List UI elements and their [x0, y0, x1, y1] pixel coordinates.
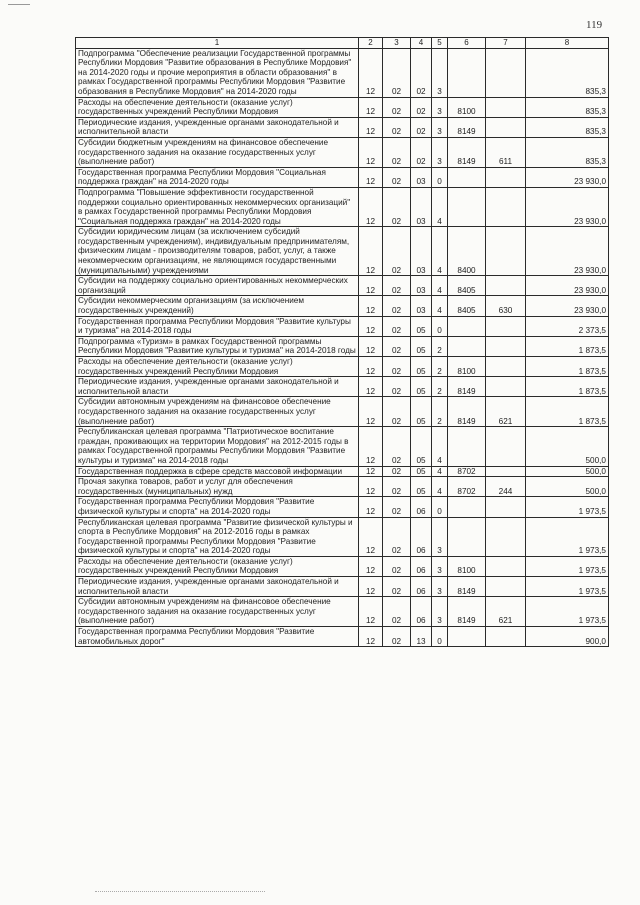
row-sum-cell: 1 973,5	[526, 517, 609, 556]
row-sum-cell: 1 973,5	[526, 556, 609, 576]
row-code-cell: 12	[359, 597, 383, 627]
scan-corner-mark	[8, 4, 30, 5]
row-name-cell: Субсидии автономным учреждениям на финансовое обеспечение государственного задания на оказание государственных услуг (выполнение работ)	[76, 397, 359, 427]
row-code-cell	[486, 48, 526, 97]
row-code-cell: 02	[411, 97, 432, 117]
row-code-cell: 611	[486, 137, 526, 167]
row-code-cell: 03	[411, 276, 432, 296]
row-code-cell: 12	[359, 167, 383, 187]
row-code-cell: 0	[432, 497, 448, 517]
row-code-cell	[486, 357, 526, 377]
row-code-cell: 02	[411, 48, 432, 97]
row-code-cell: 05	[411, 466, 432, 477]
row-code-cell: 0	[432, 167, 448, 187]
budget-table	[75, 37, 609, 647]
row-code-cell: 02	[383, 336, 411, 356]
row-code-cell	[448, 167, 486, 187]
row-code-cell	[486, 427, 526, 466]
row-code-cell: 4	[432, 466, 448, 477]
row-sum-cell: 1 873,5	[526, 377, 609, 397]
row-code-cell: 03	[411, 227, 432, 276]
table-row	[76, 336, 609, 356]
row-code-cell: 02	[383, 316, 411, 336]
row-name-cell: Расходы на обеспечение деятельности (оказание услуг) государственных учреждений Республики Мордовия	[76, 97, 359, 117]
row-sum-cell: 835,3	[526, 137, 609, 167]
row-code-cell: 12	[359, 48, 383, 97]
row-code-cell: 06	[411, 497, 432, 517]
row-code-cell: 02	[383, 627, 411, 647]
row-code-cell: 12	[359, 357, 383, 377]
row-code-cell: 0	[432, 627, 448, 647]
row-code-cell: 02	[383, 466, 411, 477]
row-code-cell: 0	[432, 316, 448, 336]
row-sum-cell: 1 973,5	[526, 497, 609, 517]
row-code-cell	[448, 627, 486, 647]
row-code-cell: 8405	[448, 276, 486, 296]
row-code-cell: 3	[432, 117, 448, 137]
row-name-cell: Прочая закупка товаров, работ и услуг для обеспечения государственных (муниципальных) нужд	[76, 477, 359, 497]
row-code-cell	[486, 627, 526, 647]
row-code-cell: 8149	[448, 597, 486, 627]
header-cell: 4	[411, 38, 432, 49]
row-code-cell: 244	[486, 477, 526, 497]
row-code-cell: 12	[359, 137, 383, 167]
row-code-cell: 4	[432, 477, 448, 497]
row-code-cell: 8149	[448, 137, 486, 167]
row-code-cell: 05	[411, 397, 432, 427]
row-sum-cell: 835,3	[526, 97, 609, 117]
row-code-cell: 12	[359, 427, 383, 466]
row-code-cell: 02	[383, 397, 411, 427]
row-code-cell: 2	[432, 377, 448, 397]
row-sum-cell: 500,0	[526, 477, 609, 497]
row-name-cell: Субсидии бюджетным учреждениям на финансовое обеспечение государственного задания на оказание государственных услуг (выполнение работ)	[76, 137, 359, 167]
row-code-cell	[486, 316, 526, 336]
row-code-cell: 12	[359, 296, 383, 316]
row-code-cell: 02	[383, 427, 411, 466]
table-row	[76, 397, 609, 427]
row-code-cell: 02	[383, 97, 411, 117]
row-sum-cell: 500,0	[526, 427, 609, 466]
row-code-cell: 06	[411, 597, 432, 627]
row-code-cell: 02	[383, 296, 411, 316]
row-code-cell: 02	[383, 48, 411, 97]
row-code-cell	[486, 187, 526, 226]
row-code-cell: 4	[432, 276, 448, 296]
table-row	[76, 556, 609, 576]
row-code-cell: 03	[411, 167, 432, 187]
row-code-cell	[486, 517, 526, 556]
row-code-cell: 05	[411, 357, 432, 377]
row-code-cell: 8405	[448, 296, 486, 316]
row-code-cell: 05	[411, 427, 432, 466]
row-code-cell: 621	[486, 397, 526, 427]
row-code-cell: 12	[359, 336, 383, 356]
table-row	[76, 296, 609, 316]
row-sum-cell: 1 873,5	[526, 357, 609, 377]
row-code-cell: 8149	[448, 577, 486, 597]
row-code-cell: 12	[359, 227, 383, 276]
row-name-cell: Государственная программа Республики Мордовия "Развитие автомобильных дорог"	[76, 627, 359, 647]
row-name-cell: Государственная программа Республики Мордовия "Социальная поддержка граждан" на 2014-2020 годы	[76, 167, 359, 187]
table-row	[76, 597, 609, 627]
row-code-cell: 630	[486, 296, 526, 316]
row-code-cell	[448, 187, 486, 226]
row-code-cell	[486, 556, 526, 576]
row-name-cell: Расходы на обеспечение деятельности (оказание услуг) государственных учреждений Республики Мордовия	[76, 556, 359, 576]
row-code-cell	[486, 227, 526, 276]
header-row	[76, 38, 609, 49]
row-code-cell: 8100	[448, 97, 486, 117]
row-code-cell: 02	[383, 477, 411, 497]
row-name-cell: Периодические издания, учрежденные органами законодательной и исполнительной власти	[76, 117, 359, 137]
row-name-cell: Республиканская целевая программа "Патриотическое воспитание граждан, проживающих на территории Мордовия" на 2012-2015 годы в рамках Государственной программы Республики Мордовия "Развитие культуры и туризма" на 2014-2018 годы	[76, 427, 359, 466]
row-code-cell	[486, 276, 526, 296]
row-code-cell: 02	[383, 497, 411, 517]
row-code-cell: 2	[432, 336, 448, 356]
row-sum-cell: 23 930,0	[526, 167, 609, 187]
row-code-cell: 02	[383, 377, 411, 397]
row-code-cell: 12	[359, 556, 383, 576]
row-name-cell: Государственная программа Республики Мордовия "Развитие культуры и туризма" на 2014-2018 годы	[76, 316, 359, 336]
table-row	[76, 377, 609, 397]
row-code-cell: 2	[432, 397, 448, 427]
row-code-cell: 12	[359, 517, 383, 556]
row-code-cell	[486, 97, 526, 117]
row-code-cell: 621	[486, 597, 526, 627]
row-code-cell: 05	[411, 336, 432, 356]
row-code-cell: 8400	[448, 227, 486, 276]
header-cell: 8	[526, 38, 609, 49]
row-code-cell: 8149	[448, 397, 486, 427]
table-row	[76, 316, 609, 336]
row-code-cell: 8100	[448, 556, 486, 576]
row-code-cell: 02	[383, 137, 411, 167]
row-sum-cell: 23 930,0	[526, 276, 609, 296]
table-row	[76, 137, 609, 167]
row-sum-cell: 1 873,5	[526, 336, 609, 356]
row-sum-cell: 1 973,5	[526, 597, 609, 627]
row-code-cell: 12	[359, 316, 383, 336]
row-name-cell: Расходы на обеспечение деятельности (оказание услуг) государственных учреждений Республики Мордовия	[76, 357, 359, 377]
row-code-cell: 3	[432, 517, 448, 556]
row-code-cell	[448, 316, 486, 336]
header-cell: 3	[383, 38, 411, 49]
row-code-cell: 3	[432, 48, 448, 97]
row-code-cell	[486, 577, 526, 597]
row-code-cell: 2	[432, 357, 448, 377]
scan-bottom-marks	[95, 891, 265, 892]
row-sum-cell: 2 373,5	[526, 316, 609, 336]
row-code-cell: 8149	[448, 377, 486, 397]
row-code-cell: 12	[359, 466, 383, 477]
row-code-cell: 12	[359, 397, 383, 427]
row-sum-cell: 1 973,5	[526, 577, 609, 597]
row-code-cell: 13	[411, 627, 432, 647]
row-code-cell: 05	[411, 477, 432, 497]
row-code-cell: 4	[432, 187, 448, 226]
header-cell: 7	[486, 38, 526, 49]
row-code-cell: 02	[383, 577, 411, 597]
table-row	[76, 427, 609, 466]
table-row	[76, 627, 609, 647]
row-code-cell: 3	[432, 577, 448, 597]
row-code-cell: 8149	[448, 117, 486, 137]
row-code-cell: 4	[432, 296, 448, 316]
table-body	[76, 48, 609, 647]
row-code-cell: 02	[383, 227, 411, 276]
row-code-cell	[486, 377, 526, 397]
row-code-cell: 06	[411, 517, 432, 556]
row-sum-cell: 23 930,0	[526, 187, 609, 226]
row-code-cell: 8702	[448, 477, 486, 497]
table-row	[76, 517, 609, 556]
table-row	[76, 48, 609, 97]
row-code-cell: 12	[359, 627, 383, 647]
row-code-cell: 02	[383, 357, 411, 377]
table-row	[76, 227, 609, 276]
row-name-cell: Подпрограмма "Повышение эффективности государственной поддержки социально ориентированных некоммерческих организаций" в рамках Государственной программы Республики Мордовия "Социальная поддержка граждан" на 2014-2020 годы	[76, 187, 359, 226]
row-code-cell: 3	[432, 556, 448, 576]
table-row	[76, 187, 609, 226]
row-code-cell: 03	[411, 296, 432, 316]
row-code-cell	[486, 117, 526, 137]
header-cell: 1	[76, 38, 359, 49]
row-code-cell: 06	[411, 556, 432, 576]
row-code-cell	[448, 336, 486, 356]
row-name-cell: Республиканская целевая программа "Развитие физической культуры и спорта в Республике Мордовия" на 2012-2016 годы в рамках Государственной программы Республики Мордовия "Развитие физической культуры и спорта" на 2014-2020 годы	[76, 517, 359, 556]
table-row	[76, 497, 609, 517]
table-row	[76, 117, 609, 137]
row-code-cell: 05	[411, 316, 432, 336]
row-code-cell: 02	[383, 187, 411, 226]
row-name-cell: Субсидии на поддержку социально ориентированных некоммерческих организаций	[76, 276, 359, 296]
row-sum-cell: 23 930,0	[526, 296, 609, 316]
row-name-cell: Подпрограмма "Обеспечение реализации Государственной программы Республики Мордовия "Развитие образования в Республике Мордовия" на 2014-2020 годы и прочие мероприятия в области образования" в рамках Государственной программы Республики Мордовия "Развитие образования в Республике Мордовия" на 2014-2020 годы	[76, 48, 359, 97]
row-code-cell: 12	[359, 577, 383, 597]
table-row	[76, 276, 609, 296]
row-code-cell: 02	[383, 167, 411, 187]
table-row	[76, 477, 609, 497]
row-code-cell: 02	[383, 117, 411, 137]
table-row	[76, 577, 609, 597]
row-code-cell: 03	[411, 187, 432, 226]
row-name-cell: Периодические издания, учрежденные органами законодательной и исполнительной власти	[76, 577, 359, 597]
row-code-cell	[486, 336, 526, 356]
table-row	[76, 357, 609, 377]
row-code-cell: 12	[359, 117, 383, 137]
table-row	[76, 167, 609, 187]
row-code-cell: 3	[432, 137, 448, 167]
table-row	[76, 466, 609, 477]
row-code-cell: 8100	[448, 357, 486, 377]
row-code-cell	[448, 517, 486, 556]
row-code-cell: 12	[359, 477, 383, 497]
row-code-cell	[486, 497, 526, 517]
row-sum-cell: 1 873,5	[526, 397, 609, 427]
row-code-cell: 4	[432, 427, 448, 466]
row-code-cell: 06	[411, 577, 432, 597]
row-code-cell	[448, 497, 486, 517]
row-code-cell: 02	[411, 117, 432, 137]
table-row	[76, 97, 609, 117]
row-code-cell: 05	[411, 377, 432, 397]
row-sum-cell: 835,3	[526, 117, 609, 137]
row-code-cell: 12	[359, 187, 383, 226]
row-sum-cell: 500,0	[526, 466, 609, 477]
row-code-cell	[486, 167, 526, 187]
row-sum-cell: 23 930,0	[526, 227, 609, 276]
row-code-cell	[486, 466, 526, 477]
row-code-cell: 12	[359, 497, 383, 517]
row-code-cell: 4	[432, 227, 448, 276]
row-code-cell: 02	[411, 137, 432, 167]
header-cell: 5	[432, 38, 448, 49]
row-code-cell: 12	[359, 377, 383, 397]
row-code-cell: 12	[359, 276, 383, 296]
row-code-cell: 02	[383, 556, 411, 576]
row-sum-cell: 900,0	[526, 627, 609, 647]
header-cell: 6	[448, 38, 486, 49]
header-cell: 2	[359, 38, 383, 49]
row-name-cell: Государственная поддержка в сфере средств массовой информации	[76, 466, 359, 477]
row-name-cell: Подпрограмма «Туризм» в рамках Государственной программы Республики Мордовия "Развитие культуры и туризма" на 2014-2018 годы	[76, 336, 359, 356]
row-sum-cell: 835,3	[526, 48, 609, 97]
row-code-cell: 8702	[448, 466, 486, 477]
row-code-cell: 02	[383, 597, 411, 627]
row-name-cell: Государственная программа Республики Мордовия "Развитие физической культуры и спорта" на 2014-2020 годы	[76, 497, 359, 517]
row-code-cell: 3	[432, 597, 448, 627]
row-name-cell: Периодические издания, учрежденные органами законодательной и исполнительной власти	[76, 377, 359, 397]
row-code-cell	[448, 427, 486, 466]
row-name-cell: Субсидии юридическим лицам (за исключением субсидий государственным учреждениям), индивидуальным предпринимателям, физическим лицам - производителям товаров, работ, услуг, а также некоммерческим организациям, не являющимся государственными (муниципальными) учреждениями	[76, 227, 359, 276]
row-name-cell: Субсидии автономным учреждениям на финансовое обеспечение государственного задания на оказание государственных услуг (выполнение работ)	[76, 597, 359, 627]
page-number: 119	[586, 19, 603, 31]
row-code-cell: 12	[359, 97, 383, 117]
row-code-cell: 02	[383, 517, 411, 556]
row-code-cell: 3	[432, 97, 448, 117]
row-code-cell	[448, 48, 486, 97]
row-code-cell: 02	[383, 276, 411, 296]
row-name-cell: Субсидии некоммерческим организациям (за исключением государственных учреждений)	[76, 296, 359, 316]
